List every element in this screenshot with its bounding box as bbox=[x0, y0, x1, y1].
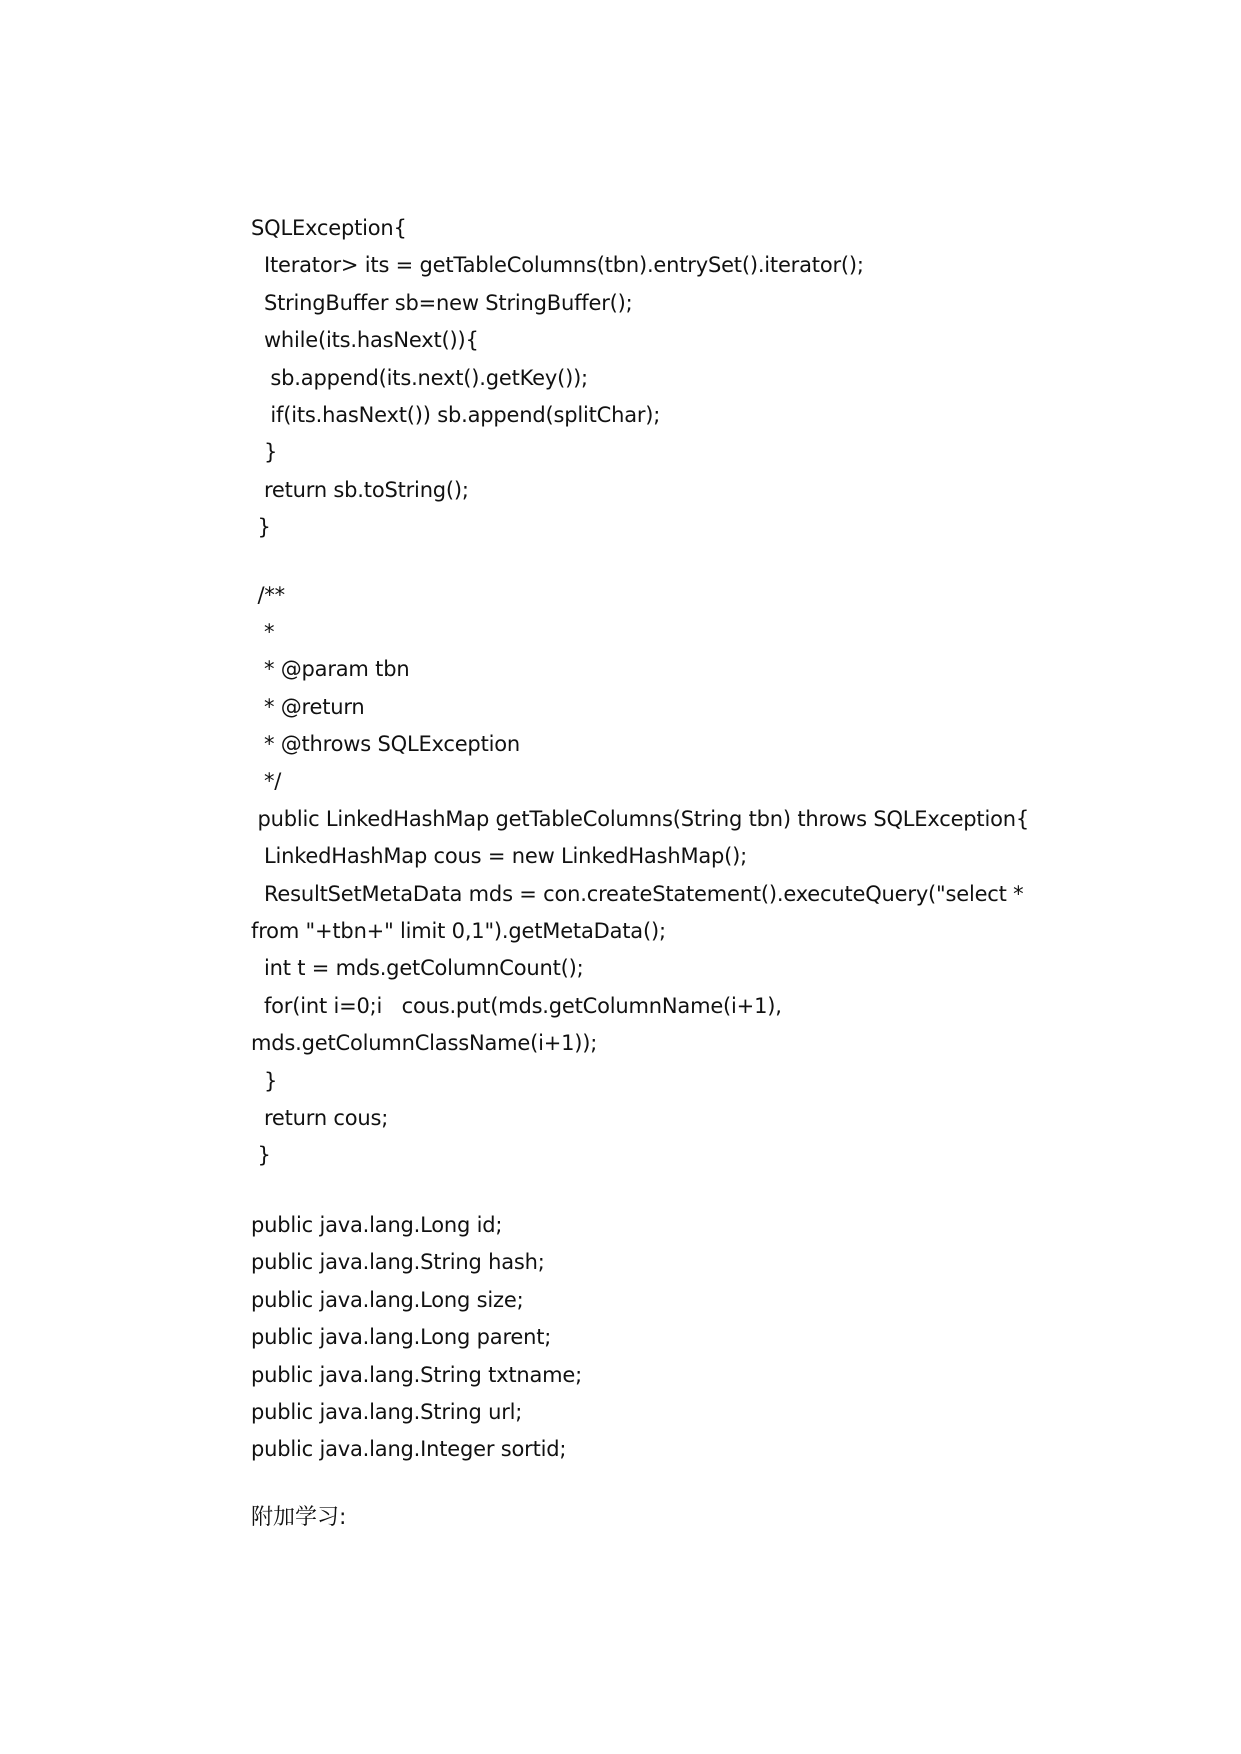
appendix-heading: 附加学习: bbox=[251, 1505, 347, 1530]
field-line: public java.lang.String hash; bbox=[251, 1250, 545, 1275]
field-line: public java.lang.Long id; bbox=[251, 1213, 503, 1237]
code-line: StringBuffer sb=new StringBuffer(); bbox=[251, 290, 633, 315]
javadoc-line: */ bbox=[251, 769, 282, 794]
javadoc-line: * @throws SQLException bbox=[251, 732, 520, 757]
code-line: while(its.hasNext()){ bbox=[251, 328, 479, 353]
code-line: SQLException{ bbox=[251, 216, 407, 240]
blank-line bbox=[251, 547, 1081, 577]
code-line: sb.append(its.next().getKey()); bbox=[251, 365, 588, 390]
javadoc-line: * bbox=[251, 619, 275, 644]
javadoc-line: /** bbox=[251, 582, 285, 607]
code-line: } bbox=[251, 1068, 278, 1093]
javadoc-line: * @return bbox=[251, 694, 365, 719]
code-line: LinkedHashMap cous = new LinkedHashMap(); bbox=[251, 844, 748, 869]
field-declarations bbox=[251, 1207, 1081, 1469]
code-line: return cous; bbox=[251, 1105, 389, 1130]
code-line: mds.getColumnClassName(i+1)); bbox=[251, 1031, 598, 1056]
field-line: public java.lang.Long parent; bbox=[251, 1325, 552, 1350]
code-line: return sb.toString(); bbox=[251, 477, 469, 502]
field-line: public java.lang.Long size; bbox=[251, 1287, 524, 1312]
code-line: int t = mds.getColumnCount(); bbox=[251, 956, 584, 981]
code-line: from "+tbn+" limit 0,1").getMetaData(); bbox=[251, 919, 666, 944]
code-line: public LinkedHashMap getTableColumns(String tbn) throws SQLException{ bbox=[251, 806, 1030, 831]
code-line: } bbox=[251, 515, 271, 540]
field-line: public java.lang.String txtname; bbox=[251, 1362, 583, 1387]
code-line: ResultSetMetaData mds = con.createStatement().executeQuery("select * bbox=[251, 881, 1024, 906]
code-block bbox=[251, 210, 1081, 1175]
javadoc-line: * @param tbn bbox=[251, 657, 410, 682]
code-line: if(its.hasNext()) sb.append(splitChar); bbox=[251, 402, 661, 427]
code-line: } bbox=[251, 440, 278, 465]
field-line: public java.lang.String url; bbox=[251, 1399, 523, 1424]
code-line: Iterator> its = getTableColumns(tbn).entrySet().iterator(); bbox=[251, 253, 864, 278]
field-line: public java.lang.Integer sortid; bbox=[251, 1437, 567, 1462]
code-line: } bbox=[251, 1143, 271, 1168]
code-line: for(int i=0;i cous.put(mds.getColumnName(i+1), bbox=[251, 993, 782, 1018]
